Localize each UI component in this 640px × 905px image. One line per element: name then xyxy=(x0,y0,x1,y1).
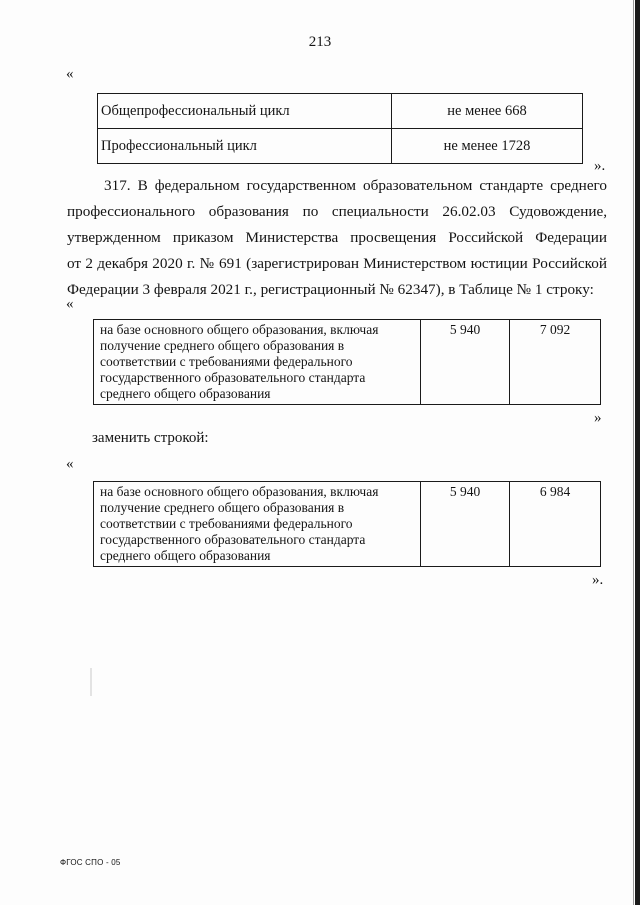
description-line: соответствии с требованиями федерального xyxy=(100,516,353,531)
table-cell-value: 6 984 xyxy=(510,482,601,567)
description-line: среднего общего образования xyxy=(100,386,271,401)
paragraph-line: профессионального образования по специальности 26.02.03 Судовождение, xyxy=(67,203,607,220)
open-quote: « xyxy=(66,66,74,82)
table-cell-label: Общепрофессиональный цикл xyxy=(98,94,392,129)
paragraph-line: от 2 декабря 2020 г. № 691 (зарегистрирован Министерством юстиции Российской xyxy=(67,255,607,272)
paragraph-line: утвержденном приказом Министерства просвещения Российской Федерации xyxy=(67,229,607,246)
close-quote: » xyxy=(594,410,602,426)
replace-text: заменить строкой: xyxy=(92,430,209,446)
footer-code: ФГОС СПО - 05 xyxy=(60,858,121,867)
description-line: государственного образовательного стандарта xyxy=(100,532,366,547)
close-quote: ». xyxy=(592,572,604,588)
page-number: 213 xyxy=(308,34,332,50)
paragraph-line: Федерации 3 февраля 2021 г., регистрационный № 62347), в Таблице № 1 строку: xyxy=(67,281,594,298)
description-line: на базе основного общего образования, включая xyxy=(100,322,379,337)
table-cell-label: Профессиональный цикл xyxy=(98,129,392,164)
table-cell-value: 5 940 xyxy=(421,482,510,567)
open-quote: « xyxy=(66,296,74,312)
open-quote: « xyxy=(66,456,74,472)
table-cell-description xyxy=(94,482,421,567)
paragraph-line: 317. В федеральном государственном образовательном стандарте среднего xyxy=(104,177,607,194)
description-line: государственного образовательного стандарта xyxy=(100,370,366,385)
description-line: на базе основного общего образования, включая xyxy=(100,484,379,499)
table-cell-value: 5 940 xyxy=(421,320,510,405)
new-row-table xyxy=(93,481,601,567)
table-row xyxy=(98,94,583,129)
paragraph-317 xyxy=(67,173,607,303)
table-cell-value: 7 092 xyxy=(510,320,601,405)
close-quote: ». xyxy=(594,158,606,174)
description-line: получение среднего общего образования в xyxy=(100,500,345,515)
description-line: соответствии с требованиями федерального xyxy=(100,354,353,369)
description-line: среднего общего образования xyxy=(100,548,271,563)
table-cell-value: не менее 1728 xyxy=(392,129,583,164)
cycle-table xyxy=(97,93,583,164)
old-row-table xyxy=(93,319,601,405)
scan-edge xyxy=(635,0,640,905)
scan-edge-line xyxy=(633,0,634,905)
table-row xyxy=(98,129,583,164)
description-line: получение среднего общего образования в xyxy=(100,338,345,353)
table-row xyxy=(94,482,601,567)
table-cell-description xyxy=(94,320,421,405)
scan-artifact xyxy=(90,668,92,696)
table-cell-value: не менее 668 xyxy=(392,94,583,129)
table-row xyxy=(94,320,601,405)
